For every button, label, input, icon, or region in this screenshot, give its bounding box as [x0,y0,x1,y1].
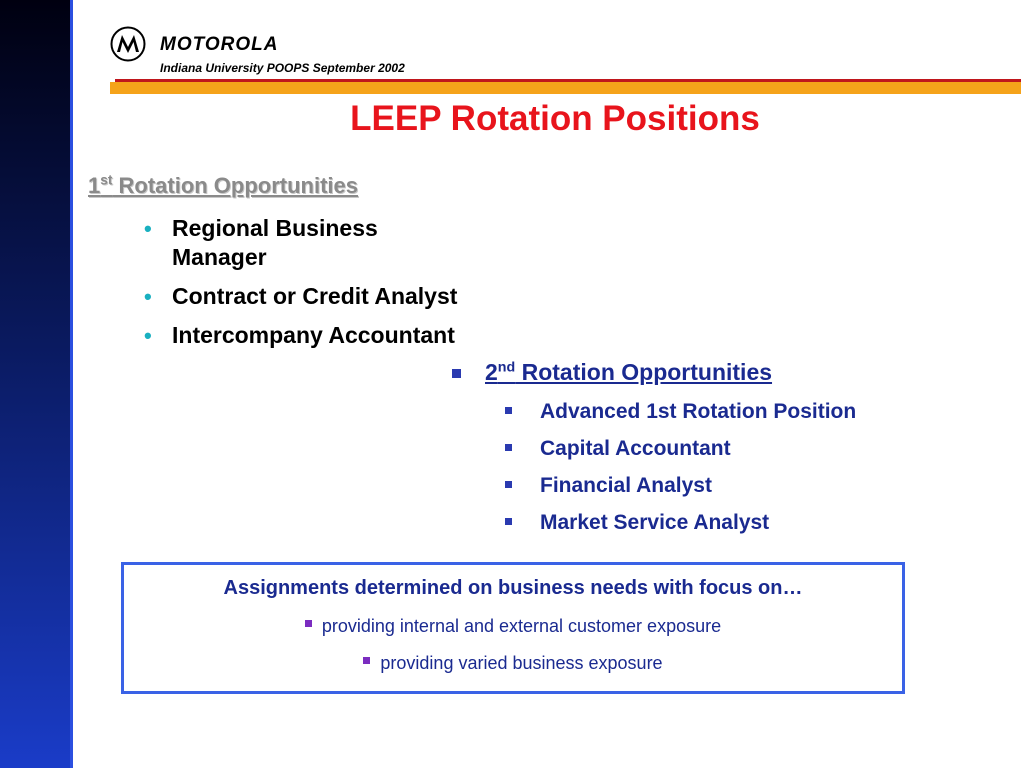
bullet-icon: • [144,323,152,348]
list-item [505,509,856,546]
first-rotation-heading-text: Rotation Opportunities [112,173,359,198]
second-rotation-heading-label: Rotation Opportunities [515,359,773,385]
second-rotation-ordinal-suffix: nd [497,359,516,376]
assignments-heading: Assignments determined on business needs with focus on… [223,577,803,599]
list-item-label: Contract or Credit Analyst [172,283,458,309]
square-bullet-icon [505,518,512,525]
square-bullet-icon [505,444,512,451]
assignments-item [124,653,902,674]
square-bullet-icon [505,407,512,414]
list-item [140,321,540,350]
assignments-item-label: providing varied business exposure [380,653,663,673]
list-item [140,214,432,272]
list-item-label: Capital Accountant [540,437,731,460]
square-bullet-icon [452,369,461,378]
first-rotation-ordinal: 1 [88,173,101,198]
first-rotation-ordinal-suffix: st [100,172,113,188]
list-item-label: Advanced 1st Rotation Position [540,400,857,423]
bullet-icon: • [144,284,152,309]
list-item [505,435,856,472]
square-bullet-icon [505,481,512,488]
square-bullet-icon [305,620,312,627]
list-item [140,282,540,311]
motorola-batwing-logo-icon [110,26,146,62]
second-rotation-heading-text [485,359,772,385]
second-rotation-ordinal: 2 [485,359,498,385]
first-rotation-list [140,214,540,360]
assignments-item-label: providing internal and external customer exposure [321,616,722,636]
list-item-label: Market Service Analyst [540,511,770,534]
square-bullet-icon [363,657,370,664]
presentation-subtitle: Indiana University POOPS September 2002 [160,61,405,75]
assignments-box [121,562,905,694]
first-rotation-heading [88,173,358,199]
header-rule-orange [110,82,1021,94]
list-item-label: Financial Analyst [540,474,712,497]
second-rotation-list [505,398,856,546]
list-item [505,398,856,435]
list-item-label: Intercompany Accountant [172,322,455,348]
assignments-item [124,616,902,637]
list-item-label: Regional Business Manager [172,215,378,270]
brand-name: MOTOROLA [160,34,279,55]
second-rotation-heading [452,359,772,386]
slide-title: LEEP Rotation Positions [350,99,760,138]
list-item [505,472,856,509]
bullet-icon: • [144,216,152,241]
